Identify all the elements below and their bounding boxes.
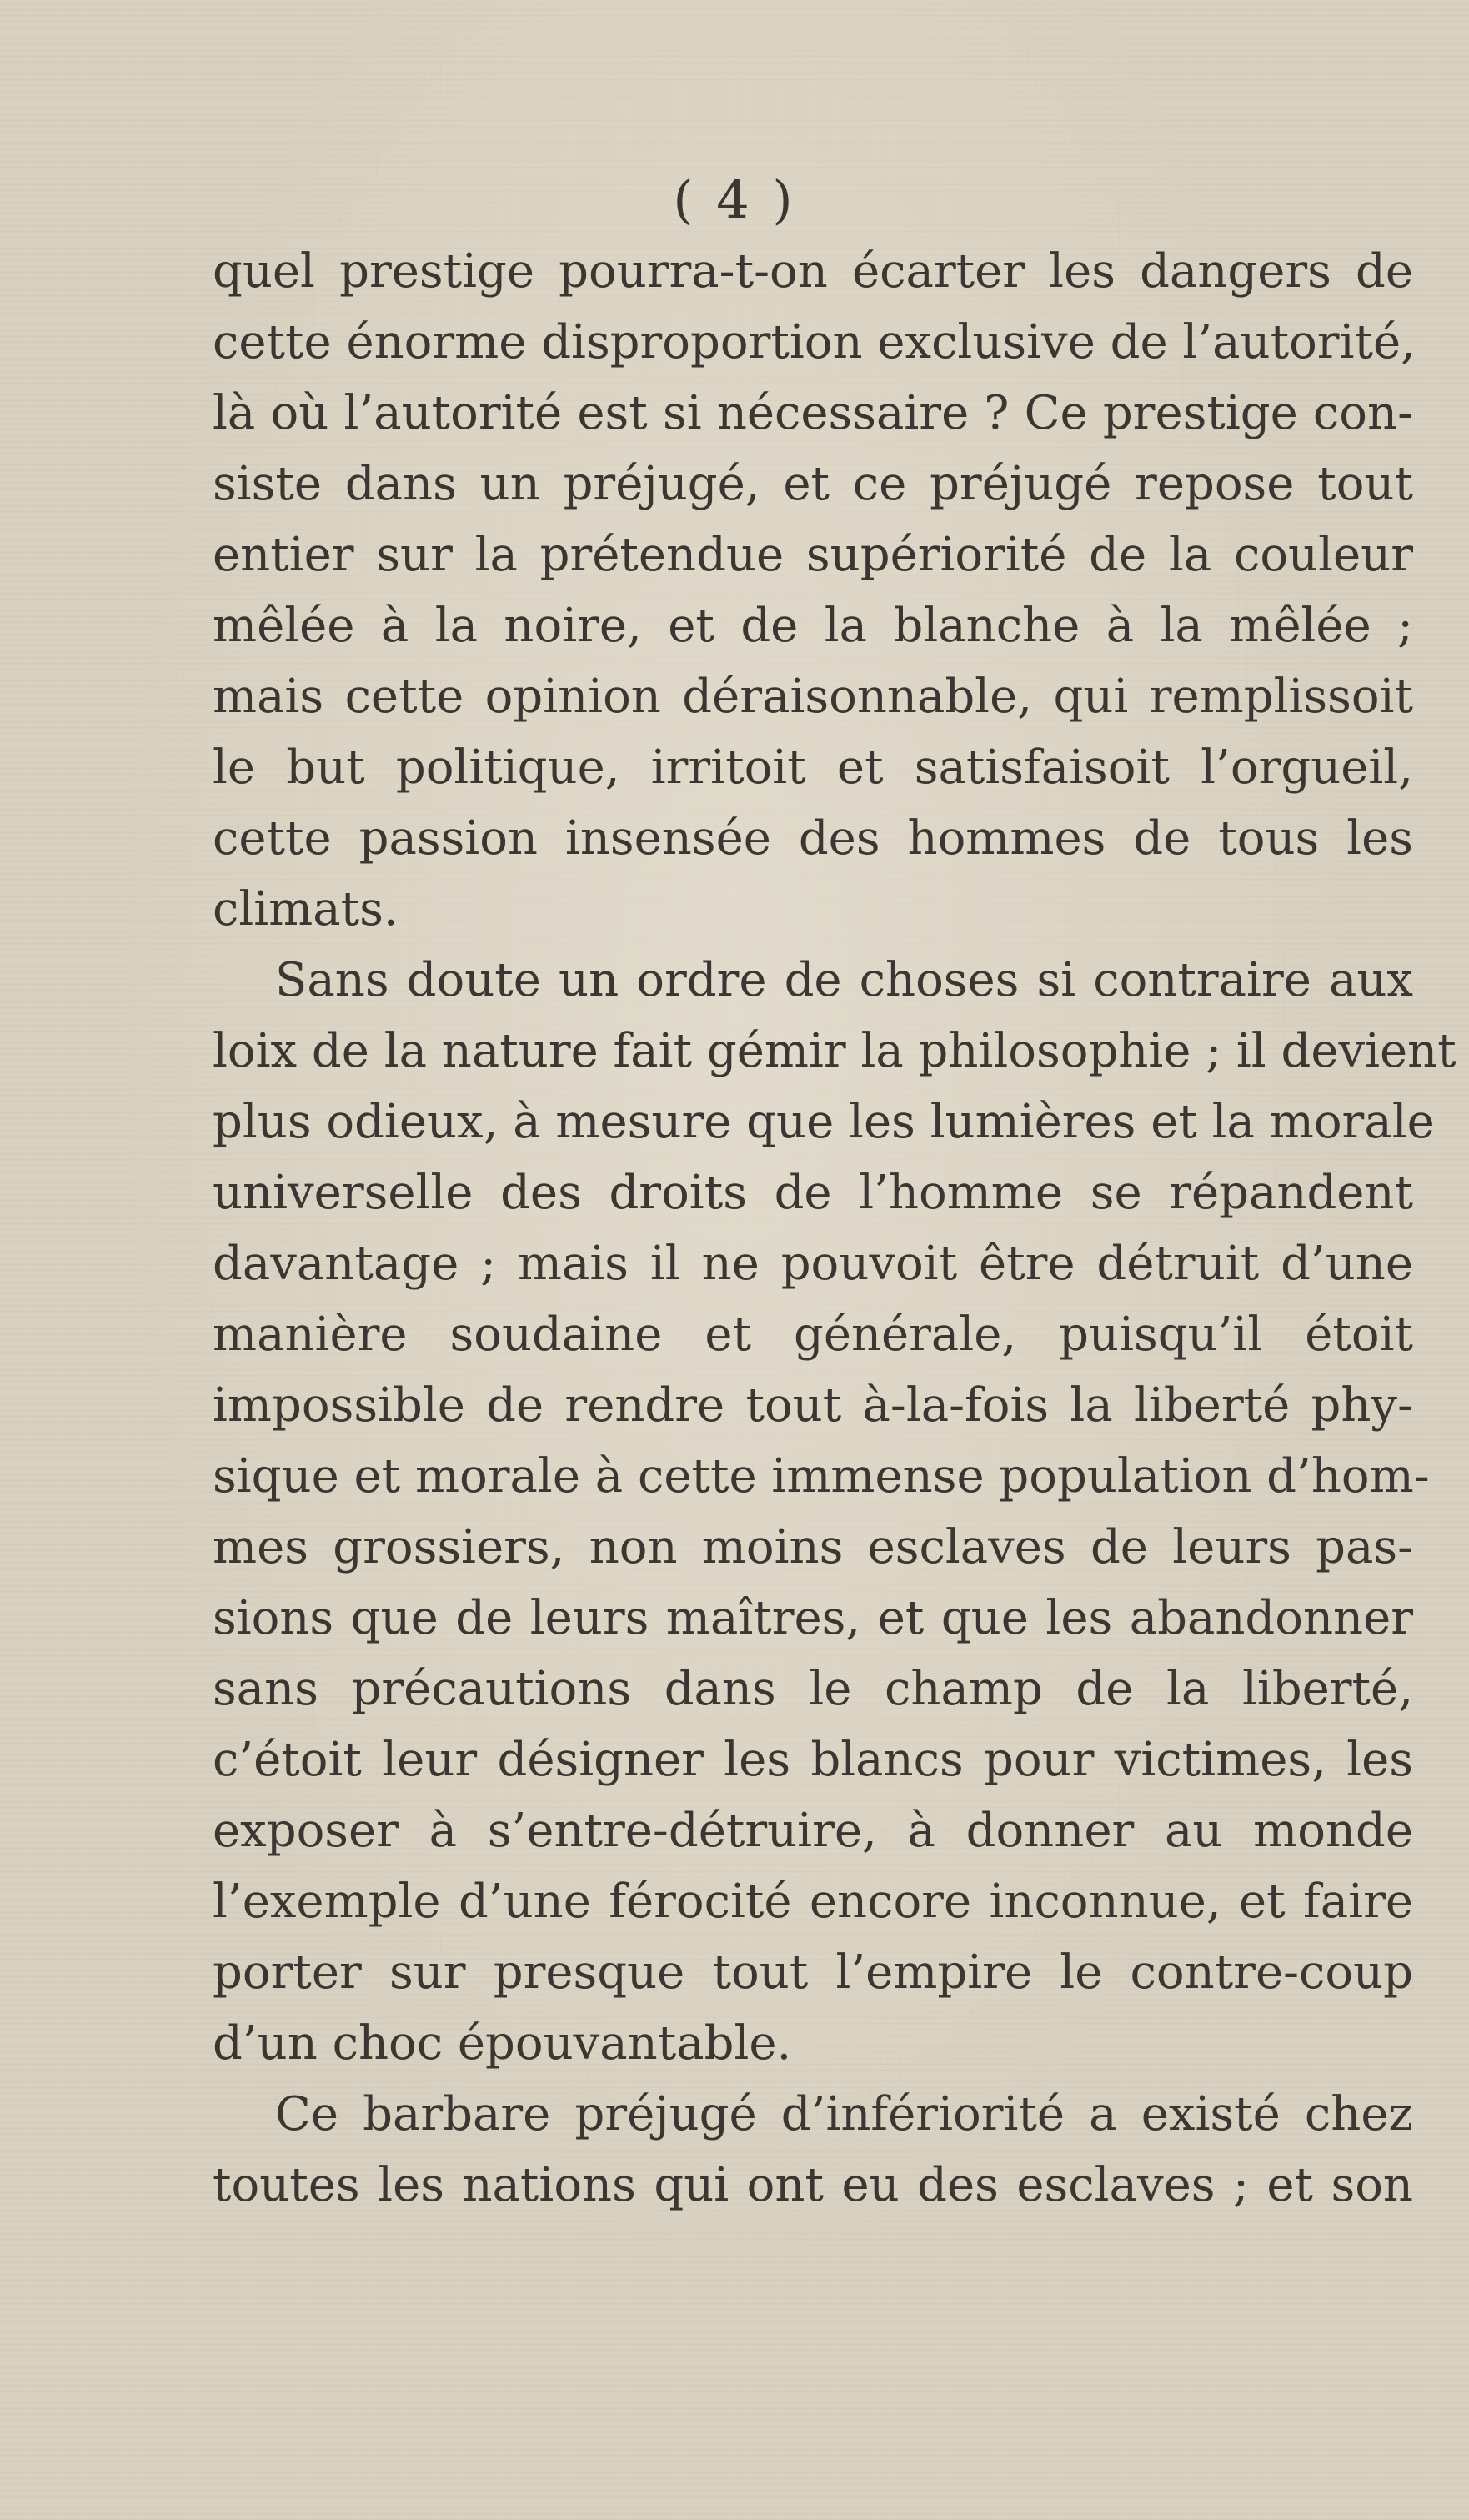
text-line: exposer à s’entre-détruire, à donner au monde <box>213 1804 1413 1858</box>
text-line: Sans doute un ordre de choses si contraire aux <box>275 953 1413 1007</box>
text-line: mes grossiers, non moins esclaves de leurs pas- <box>213 1520 1413 1574</box>
text-line: là où l’autorité est si nécessaire ? Ce prestige con- <box>213 386 1413 440</box>
text-line: sique et morale à cette immense population d’hom- <box>213 1449 1430 1503</box>
text-line: siste dans un préjugé, et ce préjugé repose tout <box>213 457 1413 511</box>
text-line: cette énorme disproportion exclusive de l’autorité, <box>213 315 1416 369</box>
text-line: manière soudaine et générale, puisqu’il étoit <box>213 1308 1413 1362</box>
text-line: entier sur la prétendue supériorité de la couleur <box>213 528 1413 582</box>
text-line: porter sur presque tout l’empire le contre-coup <box>213 1945 1413 2000</box>
paragraph-2 <box>213 945 1456 2079</box>
text-line: toutes les nations qui ont eu des esclaves ; et son <box>213 2158 1413 2212</box>
page-number: ( 4 ) <box>673 169 796 230</box>
text-line: impossible de rendre tout à-la-fois la liberté phy- <box>213 1378 1413 1433</box>
paragraph-3 <box>213 2079 1413 2221</box>
text-line: climats. <box>213 882 399 936</box>
body-text <box>213 236 1456 2221</box>
text-line: l’exemple d’une férocité encore inconnue, et faire <box>213 1875 1413 1929</box>
text-line: loix de la nature fait gémir la philosophie ; il devient <box>213 1024 1456 1078</box>
text-line: mêlée à la noire, et de la blanche à la mêlée ; <box>213 599 1413 653</box>
text-line: plus odieux, à mesure que les lumières et la morale <box>213 1095 1435 1149</box>
text-line: davantage ; mais il ne pouvoit être détruit d’une <box>213 1237 1413 1291</box>
text-line: cette passion insensée des hommes de tous les <box>213 811 1413 866</box>
paragraph-1 <box>213 236 1416 945</box>
text-line: le but politique, irritoit et satisfaisoit l’orgueil, <box>213 740 1413 795</box>
text-line: mais cette opinion déraisonnable, qui remplissoit <box>213 670 1413 724</box>
text-line: d’un choc épouvantable. <box>213 2016 792 2071</box>
text-line: quel prestige pourra-t-on écarter les dangers de <box>213 244 1413 299</box>
text-line: sans précautions dans le champ de la liberté, <box>213 1662 1413 1716</box>
text-line: sions que de leurs maîtres, et que les abandonner <box>213 1591 1413 1645</box>
text-line: universelle des droits de l’homme se répandent <box>213 1166 1413 1220</box>
text-line: c’étoit leur désigner les blancs pour victimes, les <box>213 1733 1413 1787</box>
text-line: Ce barbare préjugé d’infériorité a existé chez <box>275 2087 1413 2141</box>
